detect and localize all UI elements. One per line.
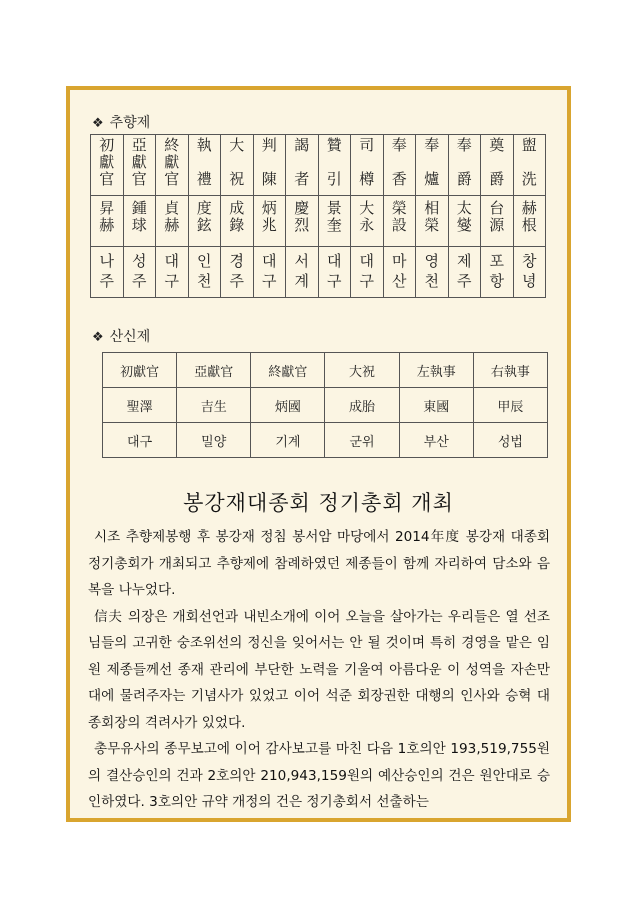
place-cell bbox=[123, 247, 156, 298]
place-cell: 대구 bbox=[103, 423, 177, 458]
name-char: 赫 bbox=[164, 216, 180, 234]
role-char: 亞 bbox=[131, 136, 147, 154]
name-cell bbox=[188, 196, 221, 247]
place-char: 포 bbox=[489, 252, 504, 270]
place-char: 구 bbox=[262, 272, 277, 290]
place-cell bbox=[481, 247, 514, 298]
name-char: 鍾 bbox=[131, 199, 147, 217]
place-char: 계 bbox=[294, 272, 309, 290]
name-char: 奎 bbox=[326, 216, 342, 234]
name-cell: 東國 bbox=[399, 388, 473, 423]
place-char: 마 bbox=[392, 252, 407, 270]
place-char: 구 bbox=[164, 272, 179, 290]
role-char: 贊 bbox=[326, 136, 342, 154]
role-char bbox=[319, 154, 351, 171]
place-char: 산 bbox=[392, 272, 407, 290]
role-cell bbox=[481, 135, 514, 196]
document-frame bbox=[66, 86, 571, 822]
place-cell bbox=[286, 247, 319, 298]
role-char: 官 bbox=[99, 170, 115, 188]
place-char: 녕 bbox=[522, 272, 537, 290]
role-cell bbox=[253, 135, 286, 196]
place-char: 성 bbox=[132, 252, 147, 270]
name-char: 源 bbox=[489, 216, 505, 234]
role-char bbox=[514, 154, 546, 171]
role-char: 大 bbox=[229, 136, 245, 154]
role-char bbox=[189, 154, 221, 171]
role-char: 引 bbox=[326, 170, 342, 188]
name-cell: 甲辰 bbox=[473, 388, 547, 423]
name-char: 榮 bbox=[424, 216, 440, 234]
role-char: 初 bbox=[99, 136, 115, 154]
name-char: 球 bbox=[131, 216, 147, 234]
name-char: 太 bbox=[456, 199, 472, 217]
name-char: 貞 bbox=[164, 199, 180, 217]
name-char: 兆 bbox=[261, 216, 277, 234]
role-char: 盥 bbox=[521, 136, 537, 154]
role-cell: 右執事 bbox=[473, 353, 547, 388]
name-char: 景 bbox=[326, 199, 342, 217]
role-cell bbox=[416, 135, 449, 196]
place-cell bbox=[318, 247, 351, 298]
role-char: 執 bbox=[196, 136, 212, 154]
name-cell bbox=[91, 196, 124, 247]
role-char: 奉 bbox=[424, 136, 440, 154]
role-char: 香 bbox=[391, 170, 407, 188]
role-cell: 終獻官 bbox=[251, 353, 325, 388]
article-body bbox=[88, 524, 550, 816]
role-char: 奠 bbox=[489, 136, 505, 154]
name-cell: 吉生 bbox=[177, 388, 251, 423]
role-char bbox=[254, 154, 286, 171]
name-cell bbox=[156, 196, 189, 247]
name-cell: 成胎 bbox=[325, 388, 399, 423]
role-char: 官 bbox=[131, 170, 147, 188]
place-cell bbox=[383, 247, 416, 298]
name-cell bbox=[318, 196, 351, 247]
role-char: 獻 bbox=[164, 153, 180, 171]
name-cell bbox=[253, 196, 286, 247]
name-char: 相 bbox=[424, 199, 440, 217]
place-cell bbox=[188, 247, 221, 298]
name-cell bbox=[416, 196, 449, 247]
role-cell bbox=[318, 135, 351, 196]
name-char: 炳 bbox=[261, 199, 277, 217]
name-char: 永 bbox=[359, 216, 375, 234]
role-char: 司 bbox=[359, 136, 375, 154]
place-char: 제 bbox=[457, 252, 472, 270]
role-cell: 大祝 bbox=[325, 353, 399, 388]
place-char: 나 bbox=[99, 252, 114, 270]
place-char: 대 bbox=[164, 252, 179, 270]
role-cell bbox=[91, 135, 124, 196]
place-cell bbox=[448, 247, 481, 298]
name-char: 成 bbox=[229, 199, 245, 217]
name-char: 度 bbox=[196, 199, 212, 217]
name-cell bbox=[513, 196, 546, 247]
place-char: 창 bbox=[522, 252, 537, 270]
name-cell bbox=[383, 196, 416, 247]
places-row bbox=[103, 423, 548, 458]
place-cell bbox=[221, 247, 254, 298]
name-cell bbox=[351, 196, 384, 247]
place-char: 대 bbox=[262, 252, 277, 270]
role-char: 禮 bbox=[196, 170, 212, 188]
role-char bbox=[221, 154, 253, 171]
name-cell: 聖澤 bbox=[103, 388, 177, 423]
name-cell bbox=[123, 196, 156, 247]
name-char: 根 bbox=[521, 216, 537, 234]
role-char: 者 bbox=[294, 170, 310, 188]
names-row bbox=[91, 196, 546, 247]
article-paragraph: 시조 추향제봉행 후 봉강재 정침 봉서암 마당에서 2014年度 봉강재 대종회 정기총회가 개최되고 추향제에 참례하였던 제종들이 함께 자리하여 담소와 음복을 나누었다. bbox=[88, 529, 550, 598]
place-char: 항 bbox=[489, 272, 504, 290]
name-char: 慶 bbox=[294, 199, 310, 217]
place-cell bbox=[253, 247, 286, 298]
name-char: 赫 bbox=[99, 216, 115, 234]
role-cell: 初獻官 bbox=[103, 353, 177, 388]
section-title-chuhyangje bbox=[92, 112, 150, 132]
role-cell bbox=[448, 135, 481, 196]
role-cell bbox=[286, 135, 319, 196]
role-char: 謁 bbox=[294, 136, 310, 154]
place-cell: 기계 bbox=[251, 423, 325, 458]
role-cell bbox=[188, 135, 221, 196]
name-cell bbox=[286, 196, 319, 247]
sansinje-table bbox=[102, 352, 548, 458]
role-char: 樽 bbox=[359, 170, 375, 188]
role-cell bbox=[383, 135, 416, 196]
name-char: 烈 bbox=[294, 216, 310, 234]
name-char: 榮 bbox=[391, 199, 407, 217]
place-cell: 성법 bbox=[473, 423, 547, 458]
place-char: 천 bbox=[197, 272, 212, 290]
place-char: 천 bbox=[424, 272, 439, 290]
role-char: 爐 bbox=[424, 170, 440, 188]
place-cell bbox=[156, 247, 189, 298]
place-cell: 밀양 bbox=[177, 423, 251, 458]
name-char: 大 bbox=[359, 199, 375, 217]
place-char: 인 bbox=[197, 252, 212, 270]
place-cell bbox=[351, 247, 384, 298]
place-char: 주 bbox=[132, 272, 147, 290]
place-cell bbox=[416, 247, 449, 298]
role-char: 判 bbox=[261, 136, 277, 154]
place-char: 구 bbox=[359, 272, 374, 290]
place-char: 대 bbox=[327, 252, 342, 270]
role-char: 奉 bbox=[391, 136, 407, 154]
role-char bbox=[384, 154, 416, 171]
role-char bbox=[416, 154, 448, 171]
role-cell bbox=[123, 135, 156, 196]
section-title-text: 추향제 bbox=[109, 115, 151, 131]
place-char: 서 bbox=[294, 252, 309, 270]
role-cell bbox=[221, 135, 254, 196]
diamond-bullet-icon: ❖ bbox=[92, 330, 104, 345]
role-char: 陳 bbox=[261, 170, 277, 188]
name-char: 設 bbox=[391, 216, 407, 234]
name-cell: 炳國 bbox=[251, 388, 325, 423]
role-char bbox=[481, 154, 513, 171]
places-row bbox=[91, 247, 546, 298]
role-char: 官 bbox=[164, 170, 180, 188]
chuhyangje-table bbox=[90, 134, 546, 298]
role-char bbox=[449, 154, 481, 171]
role-cell: 左執事 bbox=[399, 353, 473, 388]
role-char bbox=[351, 154, 383, 171]
role-char: 獻 bbox=[99, 153, 115, 171]
article-paragraph: 信夫 의장은 개회선언과 내빈소개에 이어 오늘을 살아가는 우리들은 열 선조님들의 고귀한 숭조위선의 정신을 잊어서는 안 될 것이며 특히 경영을 맡은 임원 제종들께선 종재 관리에 부단한 노력을 기울여 아름다운 이 성역을 자손만대에 물려주자는 기념사가 있었고 이어 석준 회장권한 대행의 인사와 승혁 대종회장의 격려사가 있었다. bbox=[88, 608, 550, 731]
role-char bbox=[286, 154, 318, 171]
role-char: 奉 bbox=[456, 136, 472, 154]
role-cell: 亞獻官 bbox=[177, 353, 251, 388]
place-char: 대 bbox=[359, 252, 374, 270]
article-paragraph: 총무유사의 종무보고에 이어 감사보고를 마친 다음 1호의안 193,519,755원의 결산승인의 건과 2호의안 210,943,159원의 예산승인의 건은 원안대로 승인하였다. 3호의안 규약 개정의 건은 정기총회서 선출하는 bbox=[88, 741, 550, 810]
article-headline: 봉강재대종회 정기총회 개최 bbox=[183, 491, 454, 515]
roles-row bbox=[91, 135, 546, 196]
place-cell bbox=[513, 247, 546, 298]
roles-row bbox=[103, 353, 548, 388]
role-cell bbox=[513, 135, 546, 196]
name-char: 台 bbox=[489, 199, 505, 217]
name-cell bbox=[221, 196, 254, 247]
place-char: 구 bbox=[327, 272, 342, 290]
role-char: 祝 bbox=[229, 170, 245, 188]
place-cell bbox=[91, 247, 124, 298]
role-char: 洗 bbox=[521, 170, 537, 188]
section-title-sansinje bbox=[92, 326, 150, 346]
place-cell: 부산 bbox=[399, 423, 473, 458]
place-cell: 군위 bbox=[325, 423, 399, 458]
role-char: 終 bbox=[164, 136, 180, 154]
place-char: 주 bbox=[457, 272, 472, 290]
role-cell bbox=[351, 135, 384, 196]
diamond-bullet-icon: ❖ bbox=[92, 116, 104, 131]
name-char: 鉉 bbox=[196, 216, 212, 234]
place-char: 경 bbox=[229, 252, 244, 270]
name-char: 燮 bbox=[456, 216, 472, 234]
role-char: 獻 bbox=[131, 153, 147, 171]
role-char: 爵 bbox=[456, 170, 472, 188]
name-char: 昇 bbox=[99, 199, 115, 217]
name-char: 錄 bbox=[229, 216, 245, 234]
name-char: 赫 bbox=[521, 199, 537, 217]
place-char: 주 bbox=[229, 272, 244, 290]
place-char: 주 bbox=[99, 272, 114, 290]
name-cell bbox=[481, 196, 514, 247]
name-cell bbox=[448, 196, 481, 247]
role-cell bbox=[156, 135, 189, 196]
role-char: 爵 bbox=[489, 170, 505, 188]
names-row bbox=[103, 388, 548, 423]
section-title-text: 산신제 bbox=[109, 329, 151, 345]
place-char: 영 bbox=[424, 252, 439, 270]
